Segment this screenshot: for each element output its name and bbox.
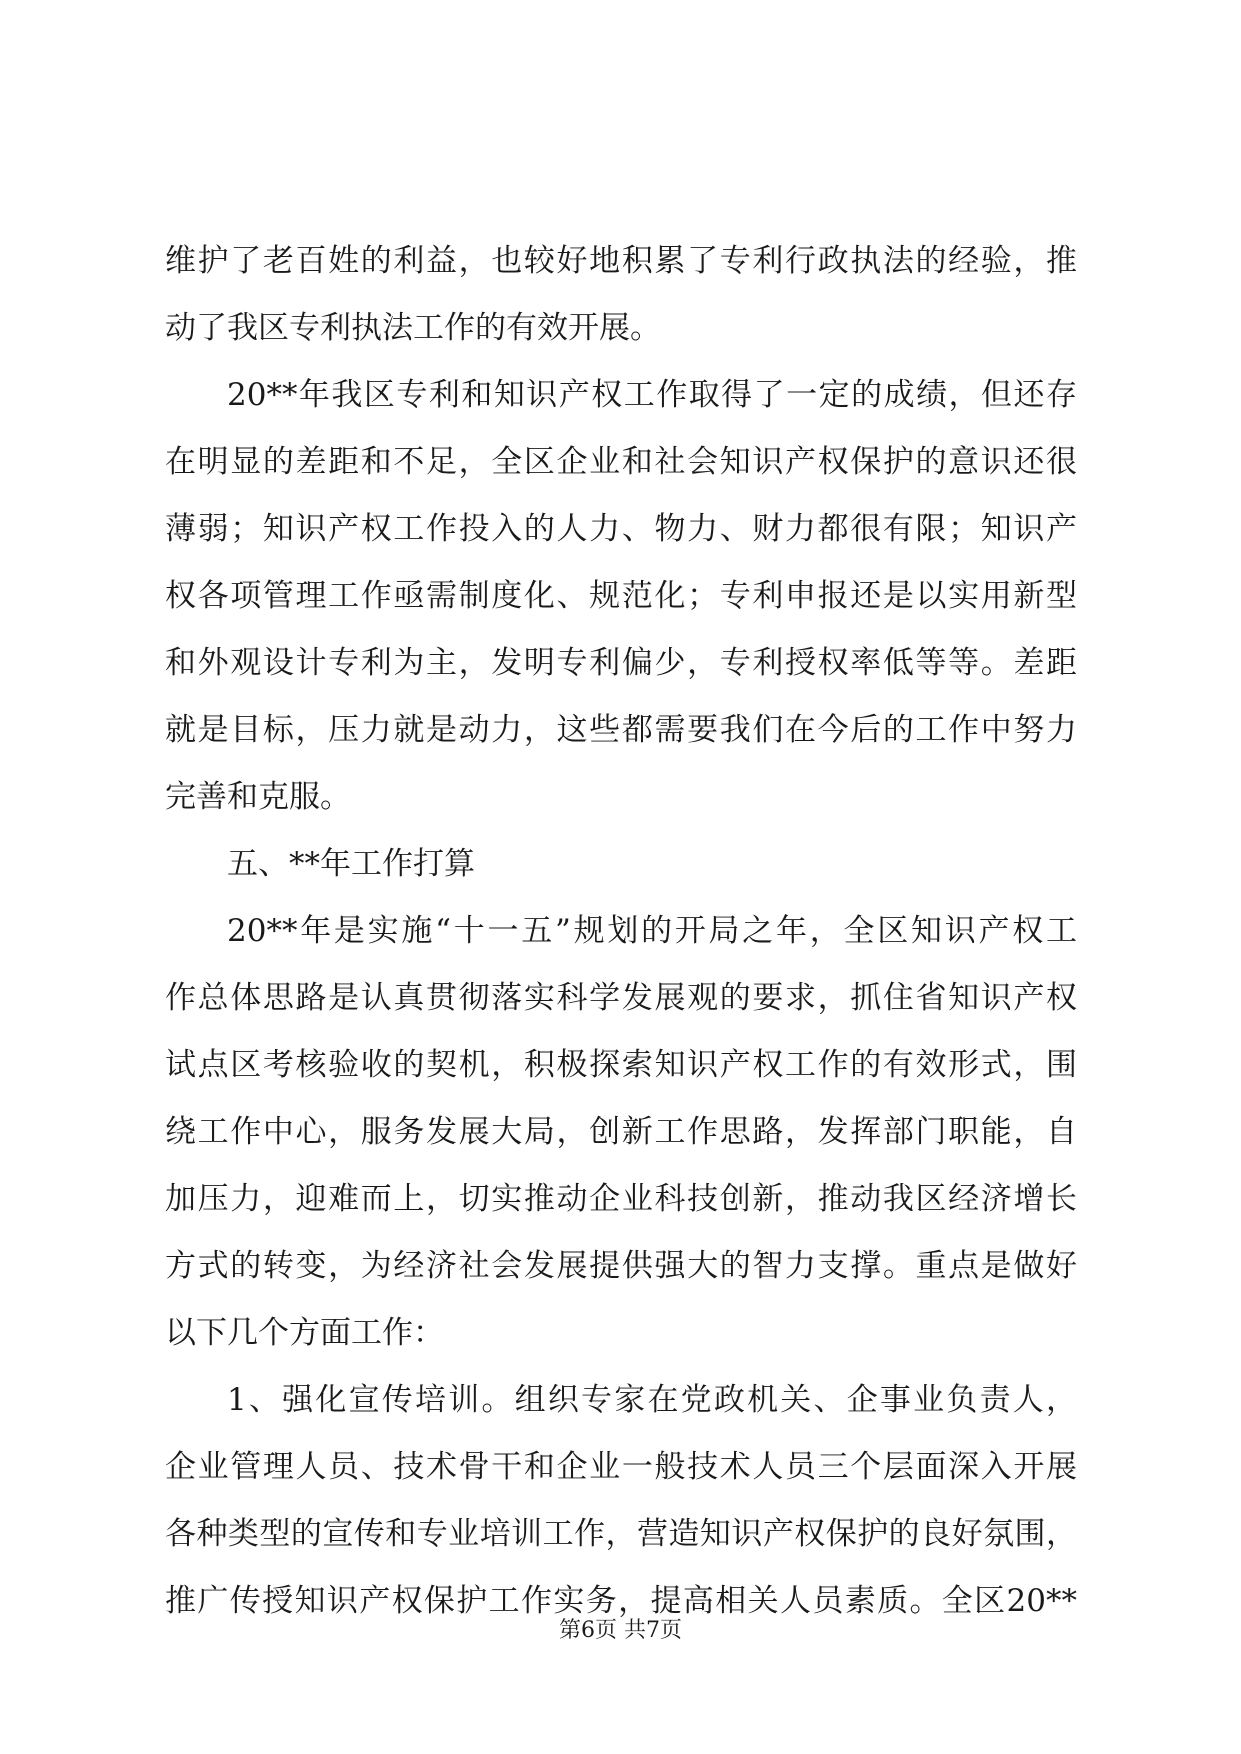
text-line: 各种类型的宣传和专业培训工作，营造知识产权保护的良好氛围， <box>165 1516 1077 1552</box>
text-line: 动了我区专利执法工作的有效开展。 <box>165 310 661 346</box>
paragraph-first-line: 20**年我区专利和知识产权工作取得了一定的成绩，但还存 <box>227 377 1077 413</box>
text-line: 权各项管理工作亟需制度化、规范化；专利申报还是以实用新型 <box>165 578 1077 614</box>
text-line: 以下几个方面工作： <box>165 1315 444 1351</box>
text-line: 加压力，迎难而上，切实推动企业科技创新，推动我区经济增长 <box>165 1181 1077 1217</box>
text-line: 就是目标，压力就是动力，这些都需要我们在今后的工作中努力 <box>165 712 1077 748</box>
text-line: 绕工作中心，服务发展大局，创新工作思路，发挥部门职能，自 <box>165 1114 1077 1150</box>
text-line: 推广传授知识产权保护工作实务，提高相关人员素质。全区20** <box>165 1583 1077 1619</box>
text-line: 薄弱；知识产权工作投入的人力、物力、财力都很有限；知识产 <box>165 511 1077 547</box>
text-line: 作总体思路是认真贯彻落实科学发展观的要求，抓住省知识产权 <box>165 980 1077 1016</box>
paragraph-first-line: 1、强化宣传培训。组织专家在党政机关、企事业负责人， <box>227 1382 1077 1418</box>
text-line: 完善和克服。 <box>165 779 351 815</box>
page-number-footer: 第6页 共7页 <box>559 1618 682 1643</box>
text-line: 方式的转变，为经济社会发展提供强大的智力支撑。重点是做好 <box>165 1248 1077 1284</box>
text-line: 和外观设计专利为主，发明专利偏少，专利授权率低等等。差距 <box>165 645 1077 681</box>
text-line: 维护了老百姓的利益，也较好地积累了专利行政执法的经验，推 <box>165 243 1077 279</box>
text-line: 在明显的差距和不足，全区企业和社会知识产权保护的意识还很 <box>165 444 1077 480</box>
text-line: 试点区考核验收的契机，积极探索知识产权工作的有效形式，围 <box>165 1047 1077 1083</box>
text-line: 企业管理人员、技术骨干和企业一般技术人员三个层面深入开展 <box>165 1449 1077 1485</box>
section-heading: 五、**年工作打算 <box>227 846 475 882</box>
paragraph-first-line: 20**年是实施“十一五”规划的开局之年，全区知识产权工 <box>227 913 1077 949</box>
document-body <box>165 228 1077 1635</box>
